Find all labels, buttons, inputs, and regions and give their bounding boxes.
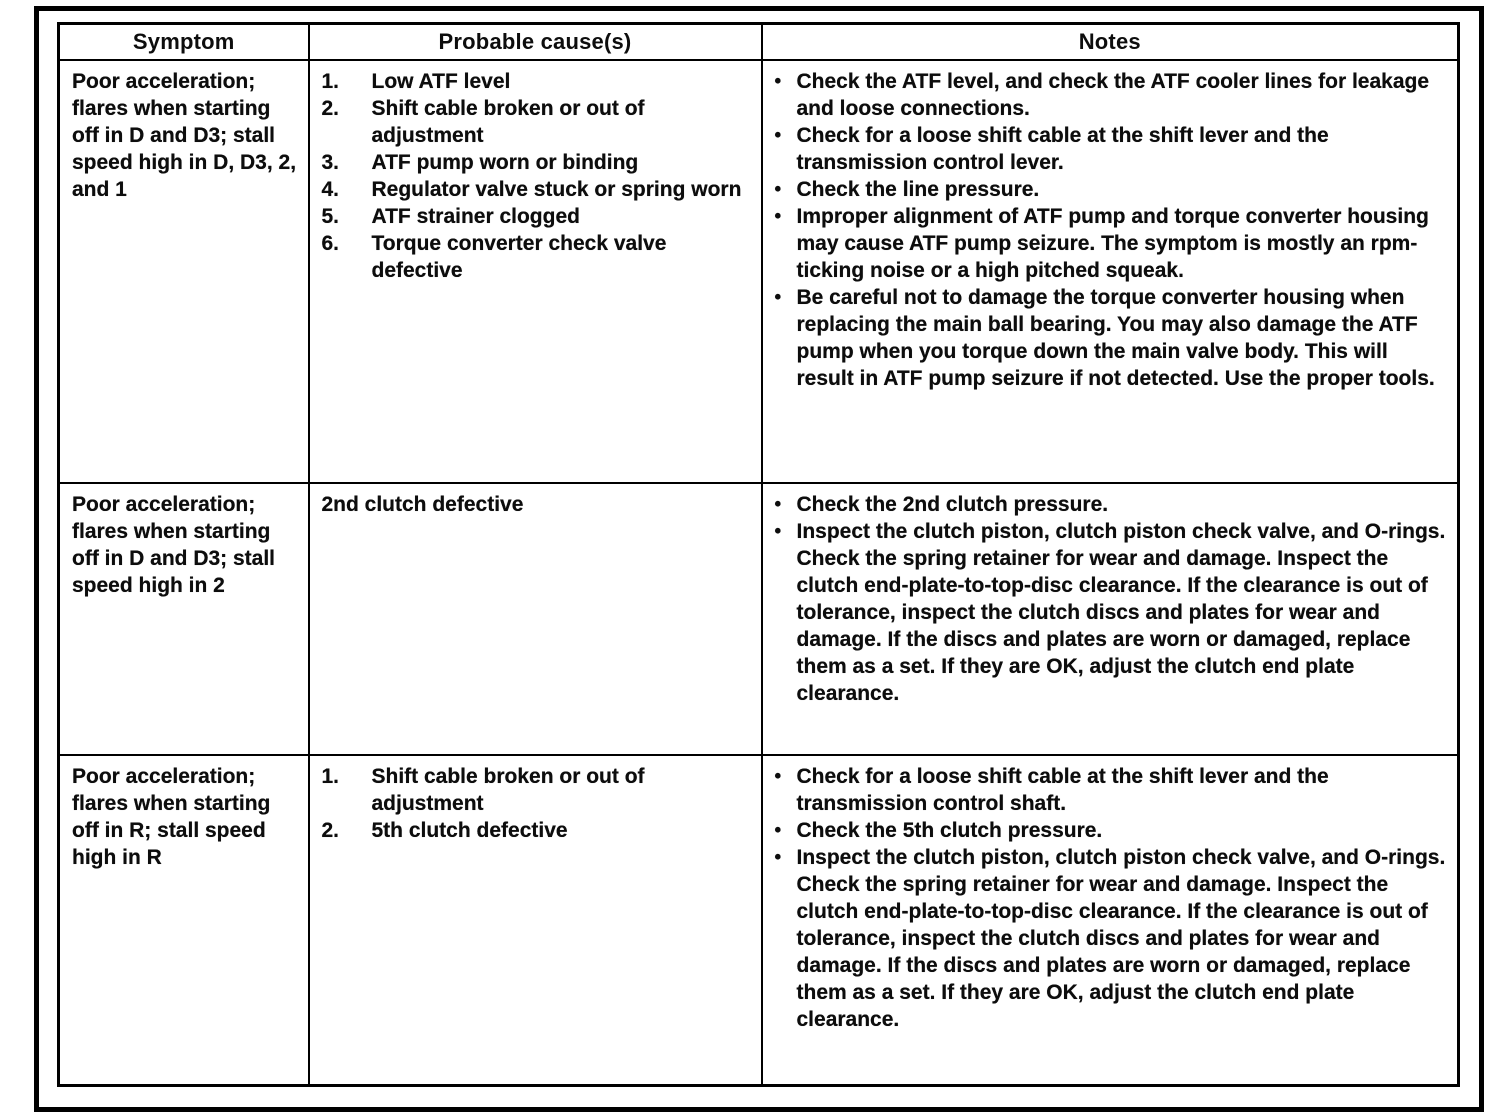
note-text: Improper alignment of ATF pump and torque converter housing may cause ATF pump seizure. The symptom is mostly an rpm-ticking noise or a high pitched squeak.: [796, 205, 1429, 282]
cause-text: Shift cable broken or out of adjustment: [371, 765, 645, 815]
note-item: [775, 68, 1448, 122]
causes-cell: [309, 483, 762, 755]
bullet-icon: •: [774, 521, 782, 542]
note-item: [775, 122, 1448, 176]
table-body: [59, 60, 1459, 1085]
note-item: [775, 203, 1448, 284]
cause-item: [322, 230, 751, 284]
bullet-icon: •: [774, 206, 782, 227]
causes-cell: [309, 60, 762, 483]
bullet-icon: •: [774, 766, 782, 787]
cause-number: 6.: [321, 232, 340, 255]
cause-text: Low ATF level: [371, 70, 511, 93]
bullet-icon: •: [774, 287, 782, 308]
notes-cell: [762, 755, 1459, 1085]
table-row: [59, 483, 1459, 755]
bullet-icon: •: [774, 847, 782, 868]
symptom-cell: [59, 483, 309, 755]
note-item: [775, 491, 1448, 518]
note-item: [775, 284, 1448, 392]
column-header-notes: Notes: [762, 24, 1459, 61]
cause-number: 2.: [321, 819, 340, 842]
bullet-icon: •: [774, 820, 782, 841]
cause-item: [322, 149, 751, 176]
cause-number: 1.: [321, 765, 340, 788]
cause-text: ATF pump worn or binding: [371, 151, 639, 174]
notes-cell: [762, 483, 1459, 755]
cause-number: 4.: [321, 178, 340, 201]
note-text: Check the line pressure.: [796, 178, 1040, 201]
cause-number: 5.: [321, 205, 340, 228]
cause-text: 2nd clutch defective: [321, 493, 524, 516]
cause-text: Shift cable broken or out of adjustment: [371, 97, 645, 147]
note-text: Inspect the clutch piston, clutch piston check valve, and O-rings. Check the spring retainer for wear and damage. Inspect the clutch end-plate-to-top-disc clearance. If the clearance is out of tolerance, inspect the clutch discs and plates for wear and damage. If the discs and plates are worn or damaged, replace them as a set. If they are OK, adjust the clutch end plate clearance.: [796, 846, 1446, 1031]
cause-item: [322, 68, 751, 95]
column-header-causes: Probable cause(s): [309, 24, 762, 61]
cause-text: Regulator valve stuck or spring worn: [371, 178, 742, 201]
note-text: Check for a loose shift cable at the shift lever and the transmission control lever.: [796, 124, 1329, 174]
table-row: [59, 755, 1459, 1085]
note-text: Check the 5th clutch pressure.: [796, 819, 1103, 842]
note-item: [775, 817, 1448, 844]
symptom-cell: [59, 755, 309, 1085]
cause-number: 1.: [321, 70, 340, 93]
header-row: [59, 24, 1459, 61]
note-item: [775, 763, 1448, 817]
cause-item: [322, 817, 751, 844]
bullet-icon: •: [774, 71, 782, 92]
cause-number: 2.: [321, 97, 340, 120]
note-item: [775, 176, 1448, 203]
column-header-symptom: Symptom: [59, 24, 309, 61]
note-item: [775, 844, 1448, 1033]
bullet-icon: •: [774, 494, 782, 515]
symptom-cell: [59, 60, 309, 483]
troubleshooting-table: [57, 22, 1460, 1087]
note-item: [775, 518, 1448, 707]
cause-item: [322, 176, 751, 203]
note-text: Inspect the clutch piston, clutch piston check valve, and O-rings. Check the spring retainer for wear and damage. Inspect the clutch end-plate-to-top-disc clearance. If the clearance is out of tolerance, inspect the clutch discs and plates for wear and damage. If the discs and plates are worn or damaged, replace them as a set. If they are OK, adjust the clutch end plate clearance.: [796, 520, 1446, 705]
bullet-icon: •: [774, 179, 782, 200]
cause-text: ATF strainer clogged: [371, 205, 580, 228]
cause-text: 5th clutch defective: [371, 819, 568, 842]
cause-text: Torque converter check valve defective: [371, 232, 667, 282]
symptom-text: Poor acceleration; flares when starting off in R; stall speed high in R: [72, 765, 271, 869]
symptom-text: Poor acceleration; flares when starting off in D and D3; stall speed high in 2: [72, 493, 276, 597]
table-row: [59, 60, 1459, 483]
cause-item: [322, 95, 751, 149]
note-text: Check for a loose shift cable at the shift lever and the transmission control shaft.: [796, 765, 1329, 815]
cause-item: [322, 763, 751, 817]
cause-item: [322, 203, 751, 230]
note-text: Be careful not to damage the torque converter housing when replacing the main ball bearing. You may also damage the ATF pump when you torque down the main valve body. This will result in ATF pump seizure if not detected. Use the proper tools.: [796, 286, 1435, 390]
causes-cell: [309, 755, 762, 1085]
bullet-icon: •: [774, 125, 782, 146]
cause-number: 3.: [321, 151, 340, 174]
notes-cell: [762, 60, 1459, 483]
note-text: Check the ATF level, and check the ATF cooler lines for leakage and loose connections.: [796, 70, 1430, 120]
table-header: [59, 24, 1459, 61]
note-text: Check the 2nd clutch pressure.: [796, 493, 1109, 516]
symptom-text: Poor acceleration; flares when starting off in D and D3; stall speed high in D, D3, 2, and 1: [72, 70, 297, 201]
